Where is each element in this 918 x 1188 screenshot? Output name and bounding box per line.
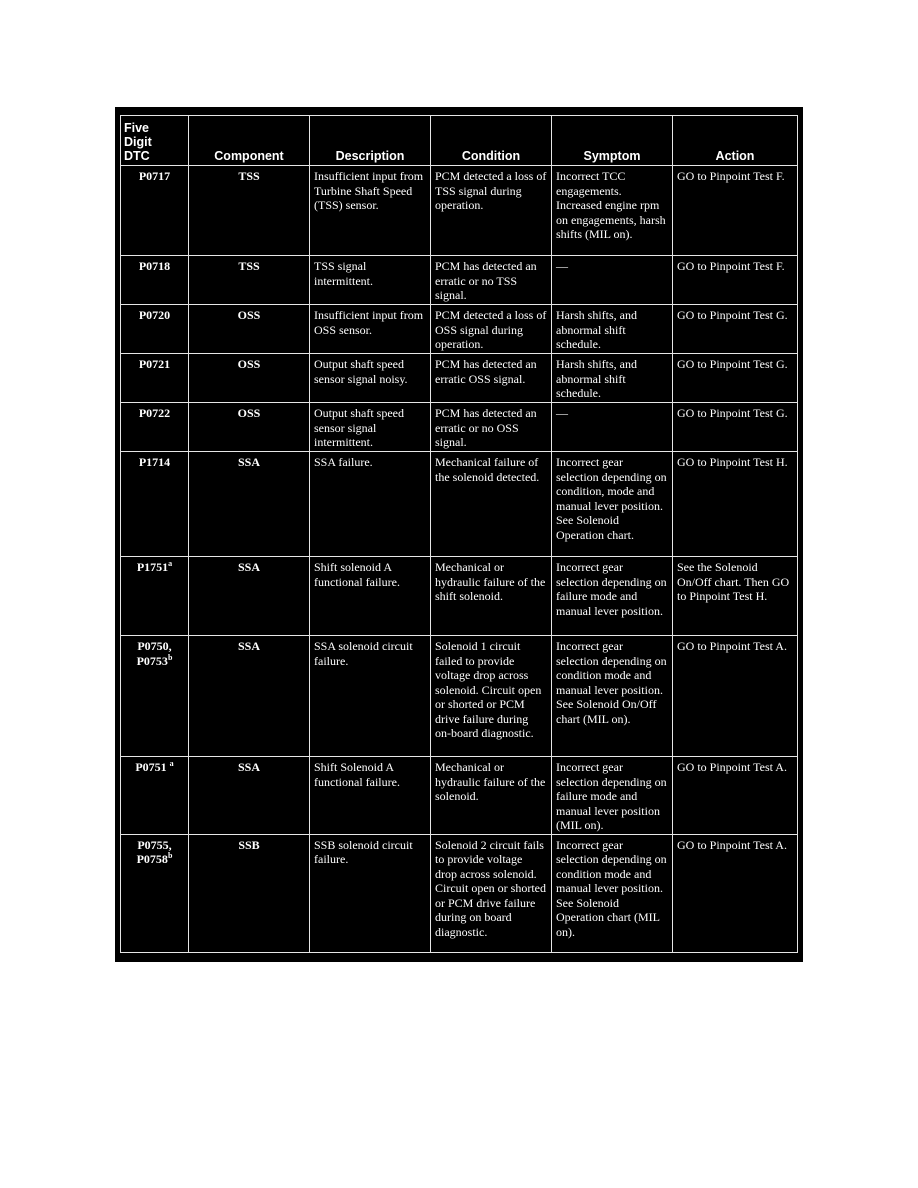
condition-cell: PCM has detected an erratic OSS signal. bbox=[431, 354, 552, 403]
symptom-cell: Harsh shifts, and abnormal shift schedule. bbox=[552, 354, 673, 403]
table-row bbox=[121, 452, 798, 557]
condition-cell: PCM has detected an erratic or no OSS signal. bbox=[431, 403, 552, 452]
condition-cell: Mechanical or hydraulic failure of the shift solenoid. bbox=[431, 557, 552, 636]
symptom-cell: Incorrect gear selection depending on failure mode and manual lever position (MIL on). bbox=[552, 757, 673, 835]
condition-cell: Solenoid 2 circuit fails to provide voltage drop across solenoid. Circuit open or shorted or PCM drive failure during on board diagnostic. bbox=[431, 834, 552, 952]
table-header-row bbox=[121, 116, 798, 166]
header-dtc bbox=[121, 116, 189, 166]
component-cell: TSS bbox=[189, 256, 310, 305]
dtc-code bbox=[121, 557, 189, 636]
header-dtc-line-1: Five bbox=[124, 121, 150, 135]
action-cell: GO to Pinpoint Test A. bbox=[673, 636, 798, 757]
symptom-cell: Incorrect gear selection depending on condition, mode and manual lever position. See Solenoid Operation chart. bbox=[552, 452, 673, 557]
table-row bbox=[121, 403, 798, 452]
symptom-cell: Incorrect gear selection depending on condition mode and manual lever position. See Solenoid Operation chart (MIL on). bbox=[552, 834, 673, 952]
condition-cell: Mechanical failure of the solenoid detected. bbox=[431, 452, 552, 557]
symptom-cell: — bbox=[552, 403, 673, 452]
condition-cell: PCM detected a loss of OSS signal during operation. bbox=[431, 305, 552, 354]
table-row bbox=[121, 834, 798, 952]
action-cell: GO to Pinpoint Test A. bbox=[673, 757, 798, 835]
dtc-code: P0718 bbox=[121, 256, 189, 305]
component-cell: SSA bbox=[189, 557, 310, 636]
dtc-code: P0720 bbox=[121, 305, 189, 354]
description-cell: Output shaft speed sensor signal intermittent. bbox=[310, 403, 431, 452]
action-cell: GO to Pinpoint Test A. bbox=[673, 834, 798, 952]
dtc-table bbox=[120, 115, 798, 953]
header-condition: Condition bbox=[431, 116, 552, 166]
symptom-cell: Incorrect gear selection depending on failure mode and manual lever position. bbox=[552, 557, 673, 636]
component-cell: TSS bbox=[189, 166, 310, 256]
action-cell: GO to Pinpoint Test G. bbox=[673, 403, 798, 452]
condition-cell: PCM has detected an erratic or no TSS signal. bbox=[431, 256, 552, 305]
table-row bbox=[121, 757, 798, 835]
description-cell: Insufficient input from Turbine Shaft Speed (TSS) sensor. bbox=[310, 166, 431, 256]
dtc-code: P0721 bbox=[121, 354, 189, 403]
action-cell: GO to Pinpoint Test G. bbox=[673, 305, 798, 354]
dtc-code bbox=[121, 757, 189, 835]
header-dtc-line-3: DTC bbox=[124, 149, 150, 163]
footnote-mark: a bbox=[168, 559, 173, 568]
dtc-code: P0717 bbox=[121, 166, 189, 256]
table-row bbox=[121, 354, 798, 403]
dtc-code bbox=[121, 834, 189, 952]
table-row bbox=[121, 636, 798, 757]
header-action: Action bbox=[673, 116, 798, 166]
action-cell: See the Solenoid On/Off chart. Then GO to Pinpoint Test H. bbox=[673, 557, 798, 636]
component-cell: SSB bbox=[189, 834, 310, 952]
action-cell: GO to Pinpoint Test H. bbox=[673, 452, 798, 557]
description-cell: TSS signal intermittent. bbox=[310, 256, 431, 305]
header-dtc-line-2: Digit bbox=[124, 135, 152, 149]
component-cell: OSS bbox=[189, 305, 310, 354]
symptom-cell: Incorrect gear selection depending on condition mode and manual lever position. See Solenoid On/Off chart (MIL on). bbox=[552, 636, 673, 757]
action-cell: GO to Pinpoint Test F. bbox=[673, 166, 798, 256]
symptom-cell: Incorrect TCC engagements. Increased engine rpm on engagements, harsh shifts (MIL on). bbox=[552, 166, 673, 256]
action-cell: GO to Pinpoint Test F. bbox=[673, 256, 798, 305]
description-cell: Shift solenoid A functional failure. bbox=[310, 557, 431, 636]
header-symptom: Symptom bbox=[552, 116, 673, 166]
component-cell: SSA bbox=[189, 636, 310, 757]
dtc-code-line-1: P0750, bbox=[137, 639, 172, 653]
header-component: Component bbox=[189, 116, 310, 166]
component-cell: SSA bbox=[189, 452, 310, 557]
description-cell: Output shaft speed sensor signal noisy. bbox=[310, 354, 431, 403]
table-row bbox=[121, 256, 798, 305]
dtc-table-panel bbox=[115, 107, 803, 962]
dtc-code-line-2: P0758 bbox=[136, 852, 168, 866]
dtc-code-text: P0751 bbox=[135, 760, 167, 774]
header-description: Description bbox=[310, 116, 431, 166]
description-cell: Shift Solenoid A functional failure. bbox=[310, 757, 431, 835]
dtc-code: P0722 bbox=[121, 403, 189, 452]
description-cell: SSA solenoid circuit failure. bbox=[310, 636, 431, 757]
description-cell: Insufficient input from OSS sensor. bbox=[310, 305, 431, 354]
component-cell: OSS bbox=[189, 354, 310, 403]
condition-cell: PCM detected a loss of TSS signal during operation. bbox=[431, 166, 552, 256]
action-cell: GO to Pinpoint Test G. bbox=[673, 354, 798, 403]
dtc-code-text: P1751 bbox=[136, 560, 169, 574]
description-cell: SSA failure. bbox=[310, 452, 431, 557]
dtc-code-line-1: P0755, bbox=[137, 837, 172, 852]
component-cell: SSA bbox=[189, 757, 310, 835]
footnote-mark: b bbox=[167, 851, 173, 860]
description-cell: SSB solenoid circuit failure. bbox=[310, 834, 431, 952]
symptom-cell: — bbox=[552, 256, 673, 305]
table-row bbox=[121, 557, 798, 636]
footnote-mark: a bbox=[169, 759, 174, 768]
dtc-code bbox=[121, 636, 189, 757]
symptom-cell: Harsh shifts, and abnormal shift schedule. bbox=[552, 305, 673, 354]
footnote-mark: b bbox=[167, 652, 173, 662]
table-row bbox=[121, 166, 798, 256]
dtc-code: P1714 bbox=[121, 452, 189, 557]
condition-cell: Solenoid 1 circuit failed to provide voltage drop across solenoid. Circuit open or shorted or PCM drive failure during on-board diagnostic. bbox=[431, 636, 552, 757]
condition-cell: Mechanical or hydraulic failure of the solenoid. bbox=[431, 757, 552, 835]
table-row bbox=[121, 305, 798, 354]
dtc-code-line-2: P0753 bbox=[136, 653, 168, 668]
component-cell: OSS bbox=[189, 403, 310, 452]
